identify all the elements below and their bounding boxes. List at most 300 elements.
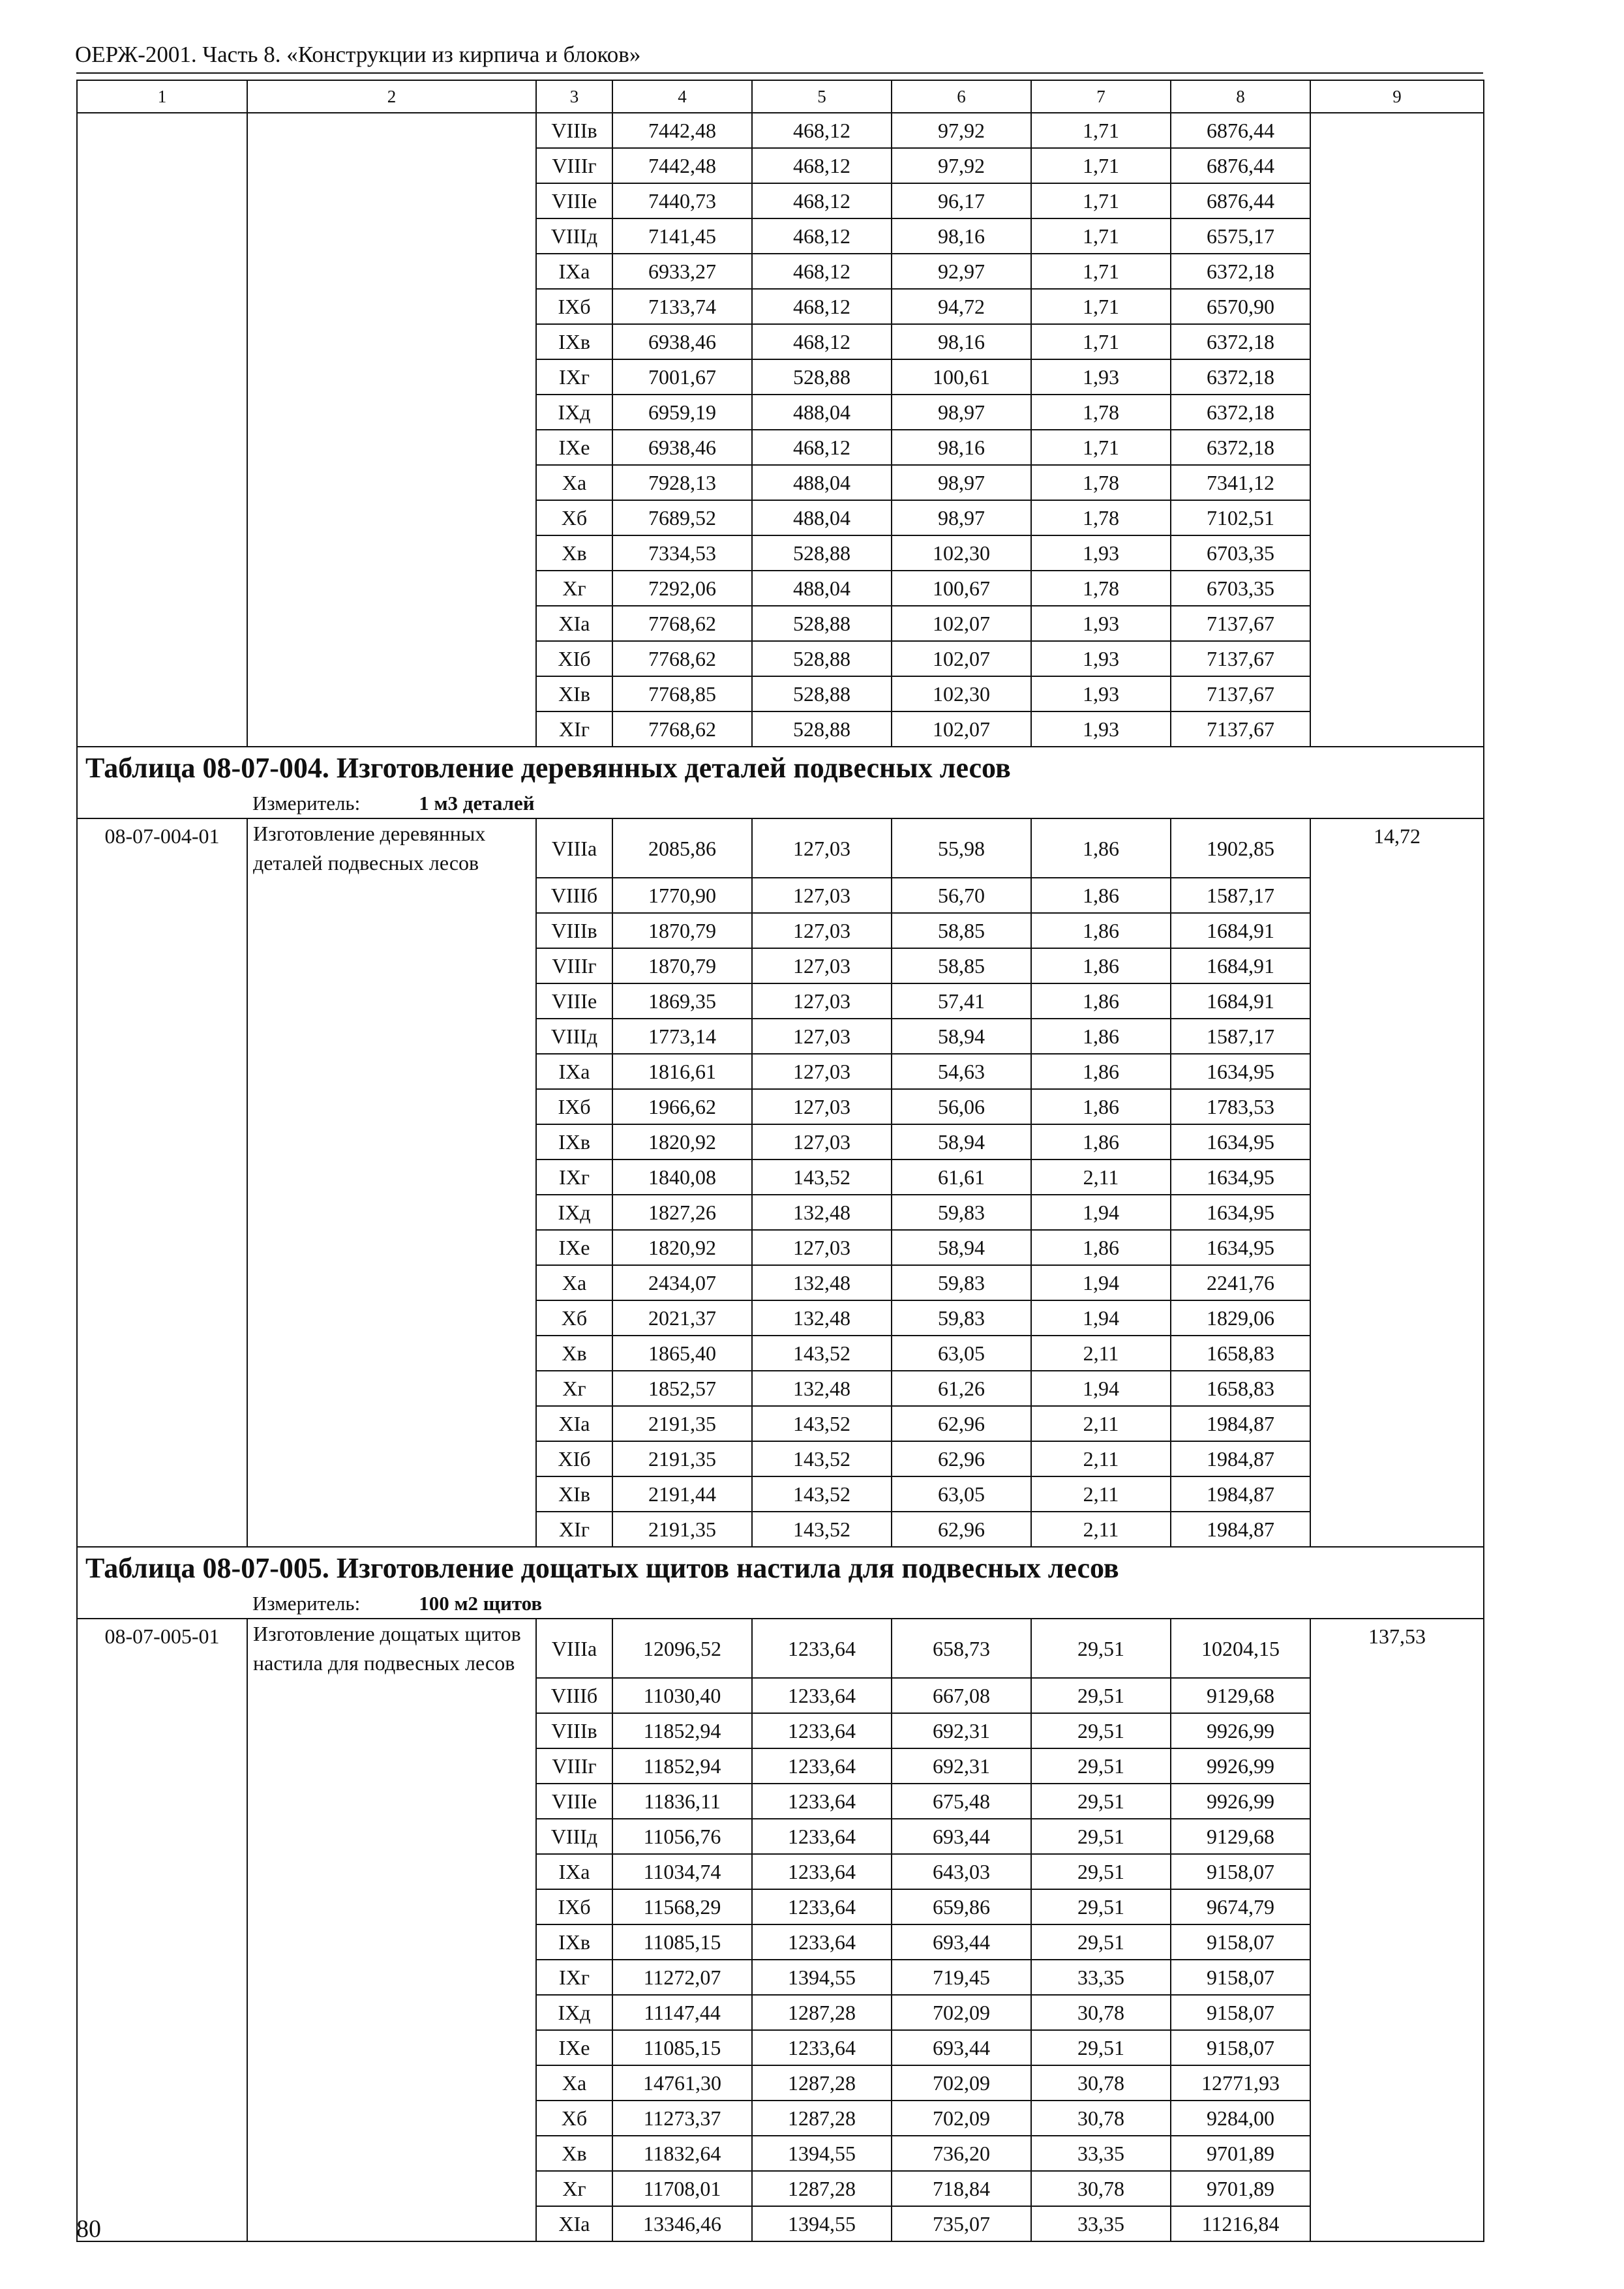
- price-cell: [1310, 113, 1484, 148]
- value-cell: Xа: [536, 465, 612, 500]
- table-row: [77, 430, 1484, 465]
- value-cell: 1870,79: [612, 948, 752, 983]
- value-cell: 102,07: [892, 606, 1031, 641]
- value-cell: XIа: [536, 1406, 612, 1441]
- value-cell: 61,26: [892, 1371, 1031, 1406]
- value-cell: 1684,91: [1171, 948, 1310, 983]
- value-cell: 29,51: [1031, 1619, 1171, 1678]
- name-cell: Изготовление дощатых щитов настила для подвесных лесов: [247, 1619, 536, 1678]
- code-cell: [77, 1960, 247, 1995]
- value-cell: 11568,29: [612, 1889, 752, 1924]
- value-cell: 7341,12: [1171, 465, 1310, 500]
- table-row: [77, 1476, 1484, 1512]
- value-cell: 29,51: [1031, 1889, 1171, 1924]
- value-cell: 693,44: [892, 2030, 1031, 2065]
- value-cell: 11085,15: [612, 1924, 752, 1960]
- value-cell: 9284,00: [1171, 2101, 1310, 2136]
- value-cell: XIв: [536, 1476, 612, 1512]
- table-row: [77, 1089, 1484, 1124]
- table-row: [77, 2136, 1484, 2171]
- name-cell: [247, 500, 536, 535]
- price-cell: [1310, 676, 1484, 711]
- code-cell: [77, 1819, 247, 1854]
- value-cell: 468,12: [752, 324, 892, 359]
- value-cell: 468,12: [752, 289, 892, 324]
- value-cell: 6938,46: [612, 430, 752, 465]
- value-cell: 127,03: [752, 1124, 892, 1159]
- value-cell: 62,96: [892, 1441, 1031, 1476]
- code-cell: [77, 1371, 247, 1406]
- price-cell: [1310, 571, 1484, 606]
- code-cell: [77, 1889, 247, 1924]
- value-cell: IXа: [536, 1854, 612, 1889]
- table-row: [77, 1713, 1484, 1748]
- name-cell: [247, 2101, 536, 2136]
- price-cell: [1310, 2206, 1484, 2241]
- value-cell: 33,35: [1031, 2136, 1171, 2171]
- value-cell: 1,93: [1031, 641, 1171, 676]
- table-row: [77, 1819, 1484, 1854]
- value-cell: 127,03: [752, 818, 892, 878]
- value-cell: Xб: [536, 1300, 612, 1336]
- value-cell: 488,04: [752, 500, 892, 535]
- price-cell: [1310, 641, 1484, 676]
- value-cell: 6570,90: [1171, 289, 1310, 324]
- code-cell: [77, 324, 247, 359]
- value-cell: 2434,07: [612, 1265, 752, 1300]
- value-cell: 1233,64: [752, 1748, 892, 1784]
- table-row: [77, 324, 1484, 359]
- value-cell: 7689,52: [612, 500, 752, 535]
- code-cell: [77, 500, 247, 535]
- code-cell: [77, 113, 247, 148]
- name-cell: [247, 1336, 536, 1371]
- value-cell: 63,05: [892, 1336, 1031, 1371]
- value-cell: 1,86: [1031, 878, 1171, 913]
- name-cell: [247, 1265, 536, 1300]
- price-cell: [1310, 1995, 1484, 2030]
- table-row: [77, 183, 1484, 218]
- name-cell: [247, 1889, 536, 1924]
- value-cell: 143,52: [752, 1476, 892, 1512]
- name-cell: [247, 148, 536, 183]
- code-cell: [77, 1748, 247, 1784]
- value-cell: 9158,07: [1171, 2030, 1310, 2065]
- name-cell: [247, 948, 536, 983]
- value-cell: 58,94: [892, 1230, 1031, 1265]
- price-cell: [1310, 983, 1484, 1019]
- code-cell: [77, 2206, 247, 2241]
- code-cell: [77, 1195, 247, 1230]
- table-row: [77, 1748, 1484, 1784]
- value-cell: 7440,73: [612, 183, 752, 218]
- value-cell: 61,61: [892, 1159, 1031, 1195]
- name-cell: [247, 1854, 536, 1889]
- code-cell: [77, 430, 247, 465]
- name-cell: [247, 254, 536, 289]
- name-cell: [247, 913, 536, 948]
- value-cell: 2,11: [1031, 1441, 1171, 1476]
- value-cell: 1820,92: [612, 1230, 752, 1265]
- value-cell: 528,88: [752, 535, 892, 571]
- table-row: [77, 641, 1484, 676]
- value-cell: 468,12: [752, 430, 892, 465]
- value-cell: 6703,35: [1171, 571, 1310, 606]
- value-cell: 30,78: [1031, 2065, 1171, 2101]
- table-row: [77, 711, 1484, 747]
- name-cell: [247, 1995, 536, 2030]
- code-cell: [77, 676, 247, 711]
- price-cell: [1310, 2065, 1484, 2101]
- code-cell: [77, 2101, 247, 2136]
- page-header: ОЕРЖ-2001. Часть 8. «Конструкции из кирпича и блоков»: [75, 42, 641, 67]
- price-cell: [1310, 218, 1484, 254]
- price-cell: [1310, 324, 1484, 359]
- table-row: [77, 1889, 1484, 1924]
- value-cell: 1658,83: [1171, 1371, 1310, 1406]
- value-cell: 6372,18: [1171, 359, 1310, 395]
- value-cell: VIIIд: [536, 1819, 612, 1854]
- price-cell: [1310, 1300, 1484, 1336]
- code-cell: [77, 1678, 247, 1713]
- value-cell: IXб: [536, 289, 612, 324]
- table-row: [77, 1300, 1484, 1336]
- value-cell: 59,83: [892, 1195, 1031, 1230]
- name-cell: [247, 1195, 536, 1230]
- table-row: [77, 1678, 1484, 1713]
- table-row: [77, 148, 1484, 183]
- value-cell: 1870,79: [612, 913, 752, 948]
- name-cell: [247, 2065, 536, 2101]
- value-cell: 1684,91: [1171, 913, 1310, 948]
- value-cell: 6372,18: [1171, 324, 1310, 359]
- value-cell: 7928,13: [612, 465, 752, 500]
- table-row: [77, 2065, 1484, 2101]
- value-cell: 693,44: [892, 1924, 1031, 1960]
- table-row: [77, 2030, 1484, 2065]
- value-cell: IXе: [536, 2030, 612, 2065]
- value-cell: 9926,99: [1171, 1713, 1310, 1748]
- value-cell: 1,94: [1031, 1300, 1171, 1336]
- value-cell: 9129,68: [1171, 1678, 1310, 1713]
- value-cell: 30,78: [1031, 2171, 1171, 2206]
- price-cell: [1310, 2171, 1484, 2206]
- value-cell: 1966,62: [612, 1089, 752, 1124]
- value-cell: 1394,55: [752, 2136, 892, 2171]
- value-cell: 127,03: [752, 948, 892, 983]
- value-cell: 9158,07: [1171, 1995, 1310, 2030]
- value-cell: 2191,44: [612, 1476, 752, 1512]
- value-cell: 528,88: [752, 711, 892, 747]
- value-cell: 7001,67: [612, 359, 752, 395]
- value-cell: 30,78: [1031, 1995, 1171, 2030]
- value-cell: IXг: [536, 359, 612, 395]
- value-cell: 1287,28: [752, 2065, 892, 2101]
- value-cell: VIIIв: [536, 113, 612, 148]
- value-cell: 1,71: [1031, 430, 1171, 465]
- value-cell: 59,83: [892, 1265, 1031, 1300]
- value-cell: 1658,83: [1171, 1336, 1310, 1371]
- measure-label: Измеритель:: [252, 792, 361, 815]
- name-cell: [247, 1512, 536, 1547]
- value-cell: 1,86: [1031, 1054, 1171, 1089]
- name-cell: [247, 1371, 536, 1406]
- value-cell: 643,03: [892, 1854, 1031, 1889]
- value-cell: 1,71: [1031, 183, 1171, 218]
- name-cell: [247, 1089, 536, 1124]
- value-cell: 1287,28: [752, 2101, 892, 2136]
- table-row: [77, 2206, 1484, 2241]
- name-cell: [247, 983, 536, 1019]
- value-cell: IXг: [536, 1960, 612, 1995]
- rates-table: [76, 80, 1484, 2242]
- price-cell: [1310, 1230, 1484, 1265]
- price-cell: [1310, 1476, 1484, 1512]
- value-cell: 11034,74: [612, 1854, 752, 1889]
- name-cell: [247, 1019, 536, 1054]
- value-cell: 7334,53: [612, 535, 752, 571]
- table-row: [77, 2171, 1484, 2206]
- table-row: [77, 535, 1484, 571]
- value-cell: 6876,44: [1171, 113, 1310, 148]
- value-cell: 59,83: [892, 1300, 1031, 1336]
- value-cell: 1,94: [1031, 1265, 1171, 1300]
- value-cell: 98,16: [892, 218, 1031, 254]
- measure-unit: 100 м2 щитов: [419, 1592, 543, 1615]
- table-row: [77, 1995, 1484, 2030]
- value-cell: 1,93: [1031, 676, 1171, 711]
- value-cell: 58,85: [892, 913, 1031, 948]
- table-row: [77, 878, 1484, 913]
- table-row: [77, 606, 1484, 641]
- value-cell: 98,97: [892, 395, 1031, 430]
- value-cell: 9926,99: [1171, 1784, 1310, 1819]
- code-cell: [77, 878, 247, 913]
- page-number: 80: [76, 2215, 101, 2243]
- table-row: [77, 1230, 1484, 1265]
- code-cell: [77, 606, 247, 641]
- value-cell: 7768,62: [612, 711, 752, 747]
- name-cell: [247, 2030, 536, 2065]
- price-cell: [1310, 430, 1484, 465]
- value-cell: 2085,86: [612, 818, 752, 878]
- value-cell: 96,17: [892, 183, 1031, 218]
- value-cell: 11836,11: [612, 1784, 752, 1819]
- value-cell: 143,52: [752, 1159, 892, 1195]
- price-cell: [1310, 1784, 1484, 1819]
- table-row: [77, 1124, 1484, 1159]
- table-row: [77, 1854, 1484, 1889]
- price-cell: [1310, 1441, 1484, 1476]
- value-cell: 1783,53: [1171, 1089, 1310, 1124]
- value-cell: 1984,87: [1171, 1512, 1310, 1547]
- price-cell: [1310, 1678, 1484, 1713]
- value-cell: 735,07: [892, 2206, 1031, 2241]
- value-cell: 1852,57: [612, 1371, 752, 1406]
- value-cell: 58,94: [892, 1124, 1031, 1159]
- value-cell: Xг: [536, 1371, 612, 1406]
- value-cell: 1394,55: [752, 2206, 892, 2241]
- value-cell: 702,09: [892, 1995, 1031, 2030]
- table-row: [77, 395, 1484, 430]
- value-cell: 132,48: [752, 1195, 892, 1230]
- table-row: [77, 1619, 1484, 1678]
- name-cell: [247, 395, 536, 430]
- price-cell: [1310, 289, 1484, 324]
- value-cell: 12096,52: [612, 1619, 752, 1678]
- code-cell: [77, 2030, 247, 2065]
- value-cell: 1,93: [1031, 359, 1171, 395]
- value-cell: 1773,14: [612, 1019, 752, 1054]
- value-cell: 1984,87: [1171, 1476, 1310, 1512]
- value-cell: 702,09: [892, 2101, 1031, 2136]
- value-cell: 98,97: [892, 465, 1031, 500]
- value-cell: IXе: [536, 430, 612, 465]
- value-cell: 488,04: [752, 395, 892, 430]
- name-cell: [247, 465, 536, 500]
- value-cell: 1233,64: [752, 1784, 892, 1819]
- code-cell: [77, 1476, 247, 1512]
- value-cell: 127,03: [752, 983, 892, 1019]
- table-row: [77, 1054, 1484, 1089]
- value-cell: 102,30: [892, 535, 1031, 571]
- price-cell: [1310, 1336, 1484, 1371]
- name-cell: [247, 324, 536, 359]
- code-cell: [77, 1336, 247, 1371]
- value-cell: 2191,35: [612, 1441, 752, 1476]
- value-cell: 127,03: [752, 1054, 892, 1089]
- value-cell: 702,09: [892, 2065, 1031, 2101]
- value-cell: 6575,17: [1171, 218, 1310, 254]
- value-cell: 7102,51: [1171, 500, 1310, 535]
- code-cell: [77, 1054, 247, 1089]
- value-cell: 1827,26: [612, 1195, 752, 1230]
- value-cell: 1,86: [1031, 818, 1171, 878]
- table-row: [77, 289, 1484, 324]
- price-cell: [1310, 2030, 1484, 2065]
- price-cell: [1310, 711, 1484, 747]
- code-cell: [77, 359, 247, 395]
- table-row: [77, 818, 1484, 878]
- value-cell: 667,08: [892, 1678, 1031, 1713]
- value-cell: 98,16: [892, 324, 1031, 359]
- value-cell: 55,98: [892, 818, 1031, 878]
- value-cell: XIг: [536, 711, 612, 747]
- value-cell: 719,45: [892, 1960, 1031, 1995]
- value-cell: 675,48: [892, 1784, 1031, 1819]
- value-cell: 58,94: [892, 1019, 1031, 1054]
- value-cell: 1287,28: [752, 1995, 892, 2030]
- value-cell: 7137,67: [1171, 711, 1310, 747]
- code-cell: [77, 218, 247, 254]
- price-cell: [1310, 2136, 1484, 2171]
- price-cell: [1310, 1819, 1484, 1854]
- code-cell: [77, 2136, 247, 2171]
- table-title: Таблица 08-07-005. Изготовление дощатых щитов настила для подвесных лесов: [77, 1547, 1484, 1589]
- value-cell: Xб: [536, 2101, 612, 2136]
- value-cell: 127,03: [752, 1019, 892, 1054]
- value-cell: XIв: [536, 676, 612, 711]
- code-cell: [77, 1924, 247, 1960]
- name-cell: [247, 571, 536, 606]
- value-cell: 6933,27: [612, 254, 752, 289]
- value-cell: 143,52: [752, 1441, 892, 1476]
- value-cell: 1634,95: [1171, 1124, 1310, 1159]
- value-cell: 127,03: [752, 1230, 892, 1265]
- value-cell: VIIIб: [536, 878, 612, 913]
- code-cell: [77, 148, 247, 183]
- value-cell: 1865,40: [612, 1336, 752, 1371]
- price-cell: [1310, 1195, 1484, 1230]
- value-cell: 7768,85: [612, 676, 752, 711]
- name-cell: [247, 878, 536, 913]
- table-row: [77, 1371, 1484, 1406]
- value-cell: 528,88: [752, 641, 892, 676]
- value-cell: XIб: [536, 1441, 612, 1476]
- value-cell: 468,12: [752, 254, 892, 289]
- value-cell: 100,61: [892, 359, 1031, 395]
- table-row: [77, 1019, 1484, 1054]
- value-cell: 528,88: [752, 359, 892, 395]
- name-cell: [247, 641, 536, 676]
- price-cell: [1310, 1089, 1484, 1124]
- measure-row: [77, 789, 1484, 818]
- price-cell: [1310, 1159, 1484, 1195]
- name-cell: [247, 1784, 536, 1819]
- value-cell: 468,12: [752, 183, 892, 218]
- measure-cell: [77, 1589, 1484, 1619]
- value-cell: 1233,64: [752, 2030, 892, 2065]
- value-cell: IXд: [536, 395, 612, 430]
- value-cell: Xв: [536, 535, 612, 571]
- table-row: [77, 1406, 1484, 1441]
- name-cell: [247, 606, 536, 641]
- value-cell: 33,35: [1031, 2206, 1171, 2241]
- value-cell: VIIIг: [536, 148, 612, 183]
- name-cell: [247, 2171, 536, 2206]
- value-cell: 62,96: [892, 1512, 1031, 1547]
- value-cell: 29,51: [1031, 1748, 1171, 1784]
- value-cell: 1,86: [1031, 948, 1171, 983]
- value-cell: 658,73: [892, 1619, 1031, 1678]
- value-cell: 2,11: [1031, 1336, 1171, 1371]
- value-cell: 7768,62: [612, 606, 752, 641]
- name-cell: [247, 1054, 536, 1089]
- value-cell: 29,51: [1031, 2030, 1171, 2065]
- value-cell: 1,86: [1031, 983, 1171, 1019]
- column-number-row: [77, 80, 1484, 113]
- value-cell: 1,86: [1031, 1089, 1171, 1124]
- value-cell: 7141,45: [612, 218, 752, 254]
- value-cell: 1869,35: [612, 983, 752, 1019]
- value-cell: 2,11: [1031, 1159, 1171, 1195]
- value-cell: 132,48: [752, 1371, 892, 1406]
- value-cell: 127,03: [752, 1089, 892, 1124]
- value-cell: 143,52: [752, 1406, 892, 1441]
- name-cell: Изготовление деревянных деталей подвесных лесов: [247, 818, 536, 878]
- value-cell: 102,30: [892, 676, 1031, 711]
- value-cell: 1,78: [1031, 465, 1171, 500]
- value-cell: Xа: [536, 2065, 612, 2101]
- value-cell: 2,11: [1031, 1476, 1171, 1512]
- header-rule: [76, 72, 1483, 74]
- table-row: [77, 500, 1484, 535]
- table-row: [77, 113, 1484, 148]
- value-cell: 7768,62: [612, 641, 752, 676]
- value-cell: 1287,28: [752, 2171, 892, 2206]
- value-cell: VIIIг: [536, 1748, 612, 1784]
- name-cell: [247, 113, 536, 148]
